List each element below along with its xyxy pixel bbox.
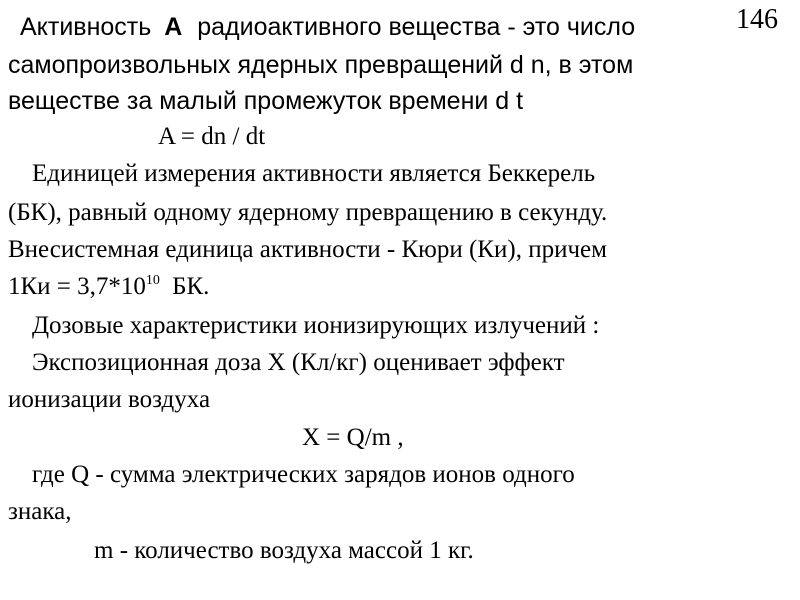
exponent: 10 [145,273,160,288]
unit-bq: БК. [172,273,210,300]
text-line-1-rest: радиоактивного вещества - это число [197,13,636,41]
formula-exposure: X = Q/m , [302,424,404,451]
text-line-1 [20,10,635,44]
text-line-5: Единицей измерения активности является Беккерель [32,160,596,187]
text-line-7: Внесистемная единица активности - Кюри (Ки), причем [8,236,607,263]
page-number: 146 [736,4,778,35]
text-line-9: Дозовые характеристики ионизирующих излучений : [32,312,600,339]
text-line-6: (БК), равный одному ядерному превращению в секунду. [8,199,608,226]
text-line-13: где Q - сумма электрических зарядов ионов одного [32,461,575,488]
symbol-a: А [164,13,183,41]
text-line-11: ионизации воздуха [8,386,211,413]
text-line-2: самопроизвольных ядерных превращений d n, в этом [8,51,634,79]
text-line-14: знака, [8,498,72,525]
curie-equation: 1Ки = 3,7*10 [8,273,146,300]
text-line-15: m - количество воздуха массой 1 кг. [94,537,474,564]
text-line-10: Экспозиционная доза Х (Кл/кг) оценивает эффект [32,349,565,376]
term-activity: Активность [20,13,152,41]
text-line-3: веществе за малый промежуток времени d t [8,87,524,115]
text-line-8 [8,270,209,304]
formula-activity: A = dn / dt [158,123,266,150]
